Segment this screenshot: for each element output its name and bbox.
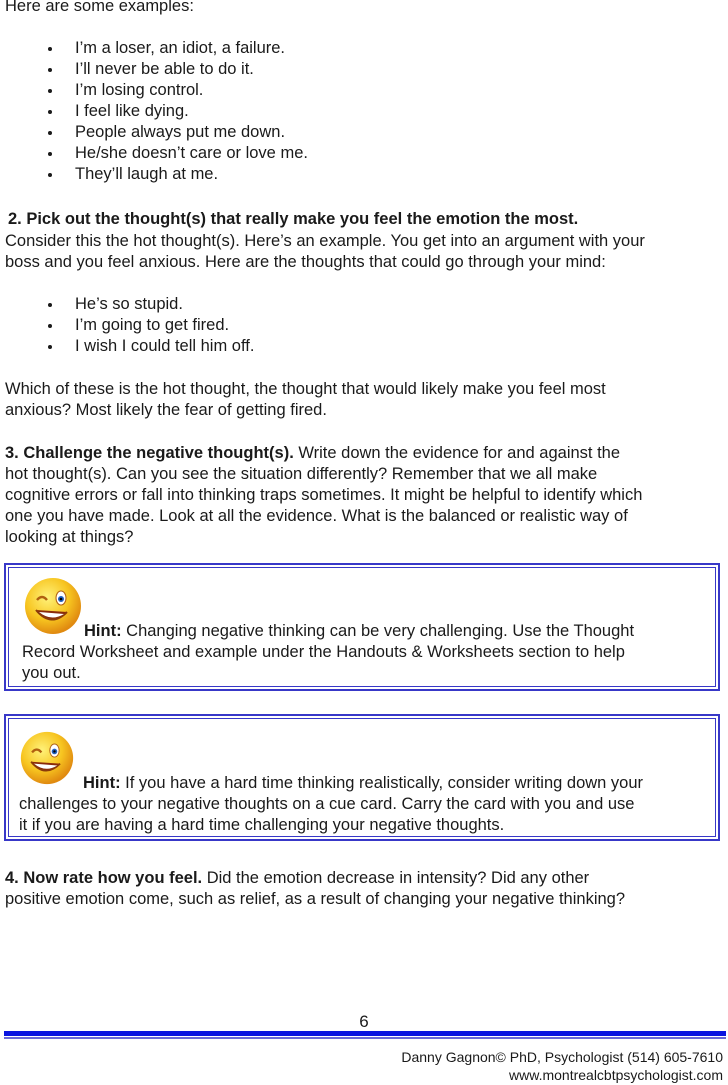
step3-line5: looking at things? (5, 528, 134, 546)
hint-box-1 (4, 563, 720, 691)
page-number: 6 (359, 1012, 369, 1031)
step4-line1: 4. Now rate how you feel. Did the emotion decrease in intensity? Did any other (5, 869, 590, 887)
step3-line1: 3. Challenge the negative thought(s). Write down the evidence for and against the (5, 444, 621, 462)
list-item: I’ll never be able to do it. (0, 59, 308, 80)
bullet-icon (48, 152, 52, 156)
footer-website: www.montrealcbtpsychologist.com (509, 1067, 723, 1083)
list-item: They’ll laugh at me. (0, 164, 308, 185)
step3-line4: one you have made. Look at all the evidence. What is the balanced or realistic way of (5, 507, 628, 525)
bullet-icon (48, 345, 52, 349)
step4-line2: positive emotion come, such as relief, as a result of changing your negative thinking? (5, 890, 626, 908)
hint-2-line3: it if you are having a hard time challenging your negative thoughts. (19, 816, 505, 834)
hint-label: Hint: (84, 622, 122, 640)
bullet-icon (48, 324, 52, 328)
intro-text: Here are some examples: (5, 0, 194, 15)
footer-rule-thin (4, 1037, 726, 1039)
bullet-icon (48, 110, 52, 114)
list-item: People always put me down. (0, 122, 308, 143)
thoughts-list (0, 294, 254, 357)
hint-2-line1: Hint: If you have a hard time thinking realistically, consider writing down your (83, 774, 644, 792)
footer-author: Danny Gagnon© PhD, Psychologist (514) 605-7610 (401, 1049, 723, 1065)
bullet-icon (48, 303, 52, 307)
winking-smiley-icon (19, 728, 75, 788)
list-item: He/she doesn’t care or love me. (0, 143, 308, 164)
step3-line2: hot thought(s). Can you see the situation differently? Remember that we all make (5, 465, 598, 483)
step2-question-line2: anxious? Most likely the fear of getting fired. (5, 401, 327, 419)
step3-heading: 3. Challenge the negative thought(s). (5, 444, 294, 462)
hint-box-2 (4, 714, 720, 841)
hint-label: Hint: (83, 774, 121, 792)
bullet-icon (48, 47, 52, 51)
step4-heading: 4. Now rate how you feel. (5, 869, 203, 887)
list-item: I feel like dying. (0, 101, 308, 122)
step2-line1: Consider this the hot thought(s). Here’s an example. You get into an argument with your (5, 232, 645, 250)
hint-1-line1: Hint: Changing negative thinking can be very challenging. Use the Thought (84, 622, 635, 640)
step2-line2: boss and you feel anxious. Here are the thoughts that could go through your mind: (5, 253, 606, 271)
bullet-icon (48, 131, 52, 135)
list-item: I’m going to get fired. (0, 315, 254, 336)
step3-line3: cognitive errors or fall into thinking traps sometimes. It might be helpful to identify which (5, 486, 643, 504)
examples-list (0, 38, 308, 185)
bullet-icon (48, 173, 52, 177)
list-item: I wish I could tell him off. (0, 336, 254, 357)
step2-question-line1: Which of these is the hot thought, the thought that would likely make you feel most (5, 380, 606, 398)
list-item: I’m losing control. (0, 80, 308, 101)
list-item: He’s so stupid. (0, 294, 254, 315)
hint-1-line2: Record Worksheet and example under the Handouts & Worksheets section to help (22, 643, 625, 661)
footer-rule (4, 1031, 726, 1036)
bullet-icon (48, 89, 52, 93)
list-item: I’m a loser, an idiot, a failure. (0, 38, 308, 59)
winking-smiley-icon (23, 576, 83, 636)
bullet-icon (48, 68, 52, 72)
step2-heading: 2. Pick out the thought(s) that really make you feel the emotion the most. (8, 210, 579, 228)
hint-1-line3: you out. (22, 664, 81, 682)
hint-2-line2: challenges to your negative thoughts on a cue card. Carry the card with you and use (19, 795, 635, 813)
